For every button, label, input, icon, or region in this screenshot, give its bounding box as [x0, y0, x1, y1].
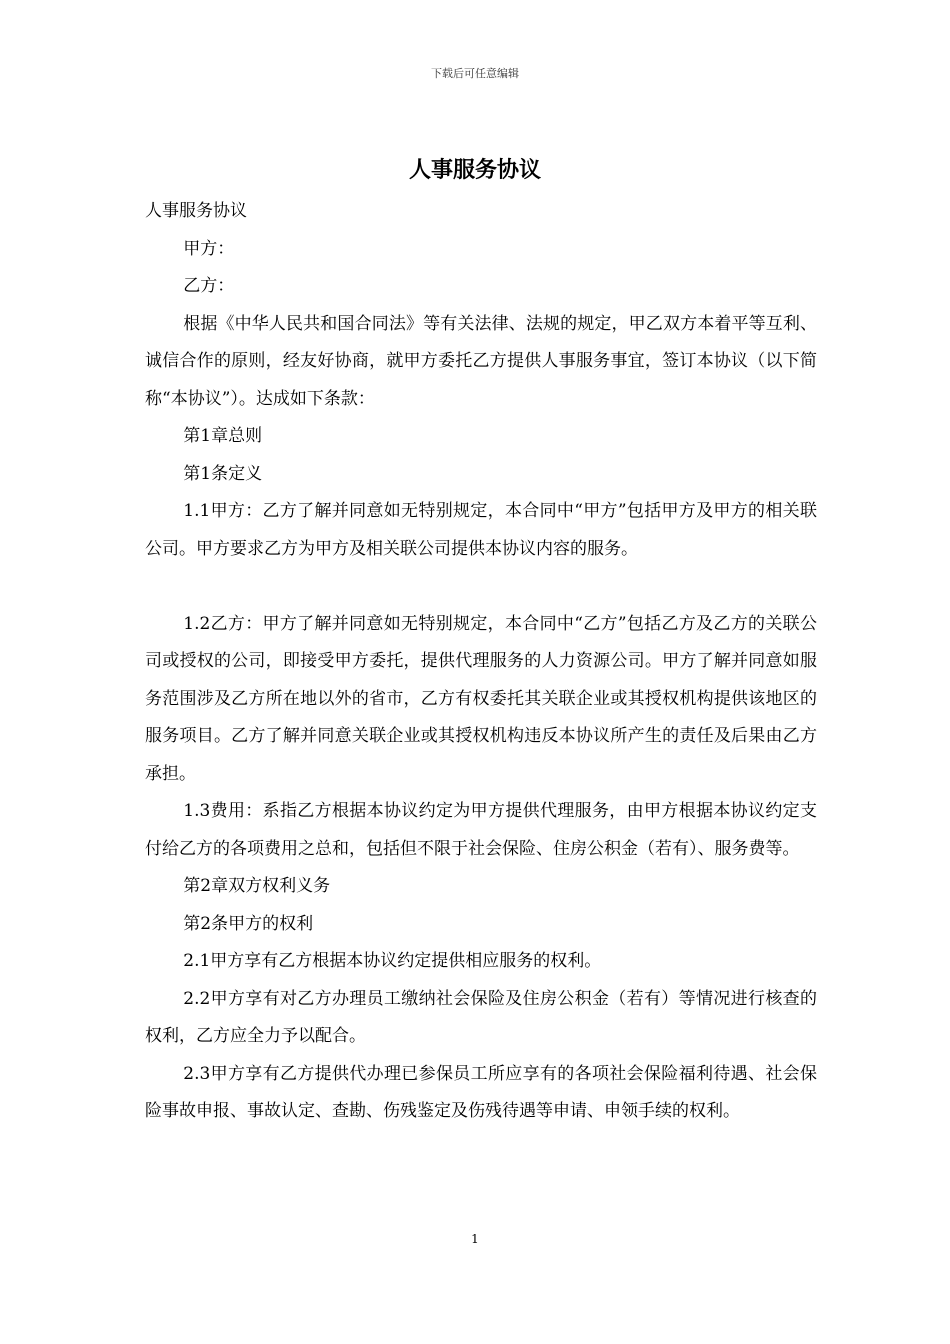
article-heading-2: 第2条甲方的权利 — [183, 913, 314, 934]
blank-line — [145, 568, 817, 606]
clause-1-2: 1.2乙方：甲方了解并同意如无特别规定，本合同中“乙方”包括乙方及乙方的关联公司或授权的公司，即接受甲方委托，提供代理服务的人力资源公司。甲方了解并同意如服务范围涉及乙方所在地以外的省市，乙方有权委托其关联企业或其授权机构提供该地区的服务项目。乙方了解并同意关联企业或其授权机构违反本协议所产生的责任及后果由乙方承担。 — [145, 613, 817, 784]
paragraph-preamble: 根据《中华人民共和国合同法》等有关法律、法规的规定，甲乙双方本着平等互利、诚信合作的原则，经友好协商，就甲方委托乙方提供人事服务事宜，签订本协议（以下简称“本协议”）。达成如下条款： — [145, 313, 817, 409]
party-b-line: 乙方： — [183, 276, 235, 296]
article-heading-1: 第1条定义 — [183, 463, 263, 484]
clause-2-3: 2.3甲方享有乙方提供代办理已参保员工所应享有的各项社会保险福利待遇、社会保险事故申报、事故认定、查勘、伤残鉴定及伤残待遇等申请、申领手续的权利。 — [145, 1063, 817, 1121]
document-title: 人事服务协议 — [408, 158, 541, 183]
paragraph-subtitle: 人事服务协议 — [145, 201, 247, 221]
clause-2-2: 2.2甲方享有对乙方办理员工缴纳社会保险及住房公积金（若有）等情况进行核查的权利，乙方应全力予以配合。 — [145, 988, 817, 1046]
chapter-heading-2: 第2章双方权利义务 — [183, 876, 331, 896]
chapter-heading-1: 第1章总则 — [183, 426, 263, 446]
clause-1-1: 1.1甲方：乙方了解并同意如无特别规定，本合同中“甲方”包括甲方及甲方的相关联公司。甲方要求乙方为甲方及相关联公司提供本协议内容的服务。 — [145, 501, 817, 559]
document-body — [145, 193, 817, 1131]
page-number: 1 — [471, 1232, 479, 1246]
clause-1-3: 1.3费用：系指乙方根据本协议约定为甲方提供代理服务，由甲方根据本协议约定支付给乙方的各项费用之总和，包括但不限于社会保险、住房公积金（若有）、服务费等。 — [145, 801, 817, 859]
page-header: 下载后可任意编辑 — [431, 67, 519, 80]
party-a-line: 甲方： — [183, 238, 235, 259]
clause-2-1: 2.1甲方享有乙方根据本协议约定提供相应服务的权利。 — [183, 951, 602, 971]
